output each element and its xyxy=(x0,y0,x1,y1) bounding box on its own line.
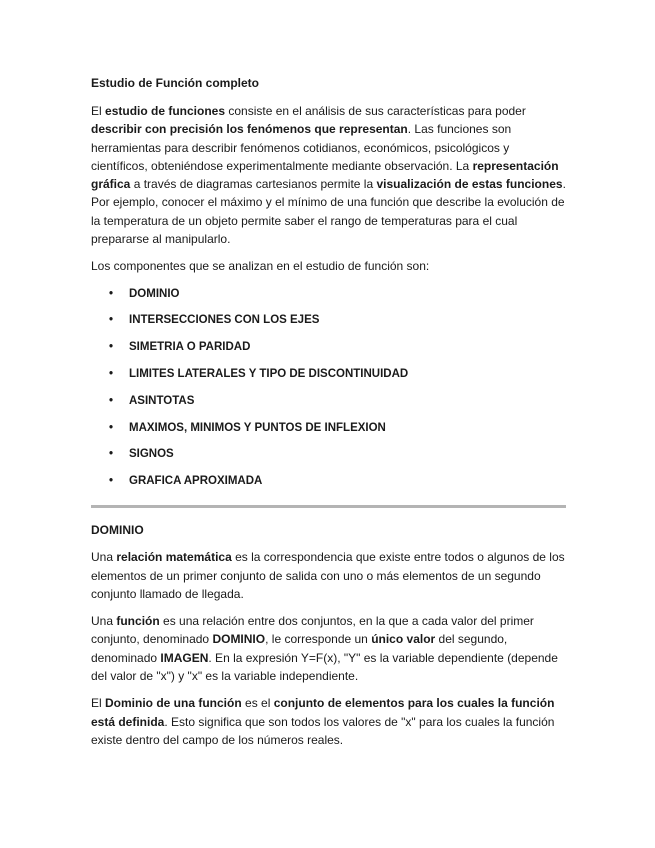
list-item xyxy=(91,392,566,410)
list-item xyxy=(91,472,566,490)
dominio-p2-bold-1: función xyxy=(116,614,160,629)
dominio-p3-text-3: . Esto significa que son todos los valores de "x" para los cuales la función existe dentro del campo de los números reales. xyxy=(91,714,555,747)
dominio-p2-bold-4: IMAGEN xyxy=(160,650,209,665)
intro-bold-2: describir con precisión los fenómenos que representan xyxy=(91,122,408,137)
bullet-icon: • xyxy=(109,475,114,488)
section-heading-dominio: DOMINIO xyxy=(91,523,144,538)
bullet-icon: • xyxy=(109,448,114,461)
bullet-icon: • xyxy=(109,341,114,354)
section-divider xyxy=(91,505,566,508)
dominio-p3-text-2: es el xyxy=(241,696,274,711)
list-item-label: INTERSECCIONES CON LOS EJES xyxy=(129,314,320,327)
intro-text-3: . Las funciones son herramientas para describir fenómenos cotidianos, económicos, psicológicos y científicos, obteniéndose experimentalmente mediante observación. La xyxy=(91,122,512,173)
dominio-p2-text-3: , le corresponde un xyxy=(265,632,372,647)
dominio-p2-text-2: es una relación entre dos conjuntos, en la que a cada valor del primer conjunto, denominado xyxy=(91,614,534,647)
intro-bold-4: visualización de estas funciones xyxy=(376,177,563,192)
dominio-paragraph-3 xyxy=(91,694,566,749)
dominio-p1-text-2: es la correspondencia que existe entre todos o algunos de los elementos de un primer conjunto de salida con uno o más elementos de un segundo conjunto llamado de llegada. xyxy=(91,550,565,601)
dominio-paragraph-2 xyxy=(91,612,566,685)
list-item xyxy=(91,365,566,383)
intro-text-2: consiste en el análisis de sus características para poder xyxy=(225,104,526,118)
intro-paragraph xyxy=(91,102,566,248)
list-item-label: SIGNOS xyxy=(129,448,174,461)
dominio-p1-text-1: Una xyxy=(91,550,117,565)
document-title: Estudio de Función completo xyxy=(91,76,259,90)
list-item-label: GRAFICA APROXIMADA xyxy=(129,475,263,488)
document-page xyxy=(91,74,566,758)
intro-text-4: a través de diagramas cartesianos permite la xyxy=(130,177,377,192)
components-list xyxy=(91,285,566,491)
intro-text-1: El xyxy=(91,104,106,118)
dominio-p2-text-4: del segundo, denominado xyxy=(91,632,508,665)
dominio-p3-bold-1: Dominio de una función xyxy=(105,696,242,711)
list-item xyxy=(91,311,566,329)
bullet-icon: • xyxy=(109,368,114,381)
dominio-p3-text-1: El xyxy=(91,696,106,711)
list-item-label: ASINTOTAS xyxy=(129,394,195,407)
dominio-p2-bold-2: DOMINIO xyxy=(212,632,266,647)
bullet-icon: • xyxy=(109,394,114,407)
list-item xyxy=(91,338,566,356)
bullet-icon: • xyxy=(109,287,114,300)
components-intro: Los componentes que se analizan en el estudio de función son: xyxy=(91,259,430,274)
dominio-p1-bold-1: relación matemática xyxy=(116,550,232,565)
list-item-label: DOMINIO xyxy=(129,287,180,300)
list-item xyxy=(91,419,566,437)
dominio-p2-bold-3: único valor xyxy=(371,632,436,647)
dominio-p3-bold-2: conjunto de elementos para los cuales la función está definida xyxy=(91,696,555,729)
list-item xyxy=(91,445,566,463)
bullet-icon: • xyxy=(109,421,114,434)
intro-bold-3: representación gráfica xyxy=(91,158,559,192)
list-item xyxy=(91,285,566,303)
dominio-p2-text-5: . En la expresión Y=F(x), "Y" es la variable dependiente (depende del valor de "x") y "x" es la variable independiente. xyxy=(91,650,558,684)
bullet-icon: • xyxy=(109,314,114,327)
dominio-p2-text-1: Una xyxy=(91,614,117,629)
list-item-label: LIMITES LATERALES Y TIPO DE DISCONTINUIDAD xyxy=(129,368,409,381)
intro-text-5: . Por ejemplo, conocer el máximo y el mínimo de una función que describe la evolución de la temperatura de un objeto permite saber el rango de temperaturas para el cual prepararse al manipularlo. xyxy=(91,177,566,247)
intro-bold-1: estudio de funciones xyxy=(105,104,226,118)
list-item-label: SIMETRIA O PARIDAD xyxy=(129,341,251,354)
dominio-paragraph-1 xyxy=(91,548,566,603)
list-item-label: MAXIMOS, MINIMOS Y PUNTOS DE INFLEXION xyxy=(129,421,386,434)
